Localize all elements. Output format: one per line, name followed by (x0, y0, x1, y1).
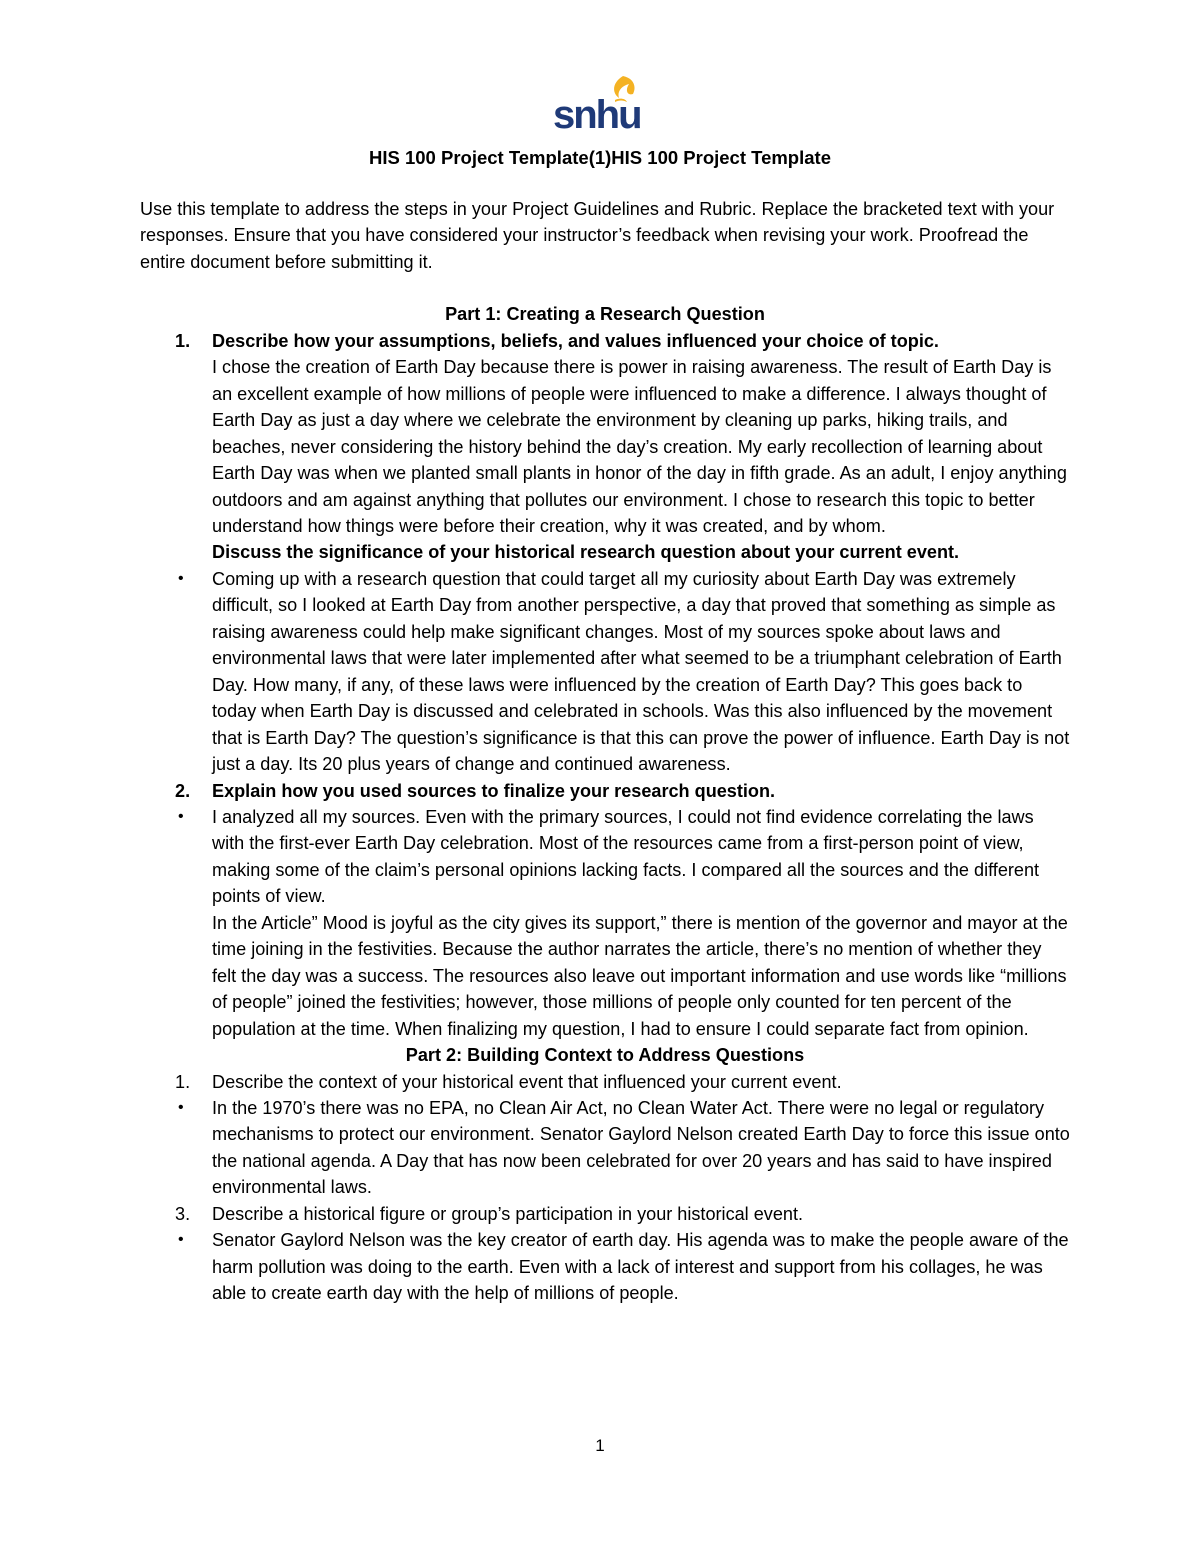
page-number: 1 (595, 1436, 605, 1455)
answer-paragraph: I analyzed all my sources. Even with the primary sources, I could not find evidence correlating the laws with the first-ever Earth Day celebration. Most of the resources came from a first-person point of view, making some of the claim’s personal opinions lacking facts. I compared all the sources and the different points of view. (212, 806, 1040, 907)
list-number: 1. (175, 330, 191, 351)
answer-paragraph: I chose the creation of Earth Day because there is power in raising awareness. The result of Earth Day is an excellent example of how millions of people were influenced to make a difference. I always thought of Earth Day as just a day where we celebrate the environment by cleaning up parks, hiking trails, and beaches, never considering the history behind the day’s creation. My early recollection of learning about Earth Day was when we planted small plants in honor of the day in fifth grade. As an adult, I enjoy anything outdoors and am against anything that pollutes our environment. I chose to research this topic to better understand how things were before their creation, why it was created, and by whom. (212, 357, 1067, 536)
part1-question-2 (140, 778, 1070, 804)
question-label: Describe the context of your historical event that influenced your current event. (212, 1071, 842, 1092)
bullet-icon: • (178, 1231, 184, 1249)
answer-paragraph: Coming up with a research question that could target all my curiosity about Earth Day was extremely difficult, so I looked at Earth Day from another perspective, a day that proved that something as simple as raising awareness could help make significant changes. Most of my sources spoke about laws and environmental laws that were later implemented after what seemed to be a triumphant celebration of Earth Day. How many, if any, of these laws were influenced by the creation of Earth Day? This goes back to today when Earth Day is discussed and celebrated in schools. Was this also influenced by the movement that is Earth Day? The question’s significance is that this can prove the power of influence. Earth Day is not just a day. Its 20 plus years of change and continued awareness. (212, 568, 1070, 775)
part2-question-3 (140, 1201, 1070, 1227)
part2-question-1 (140, 1069, 1070, 1095)
question-label: Describe how your assumptions, beliefs, and values influenced your choice of topic. (212, 330, 939, 351)
question-label: Discuss the significance of your historical research question about your current event. (212, 542, 960, 563)
bullet-icon: • (178, 807, 184, 825)
bullet-item (140, 1095, 1070, 1201)
part2-heading: Part 2: Building Context to Address Questions (405, 1045, 805, 1066)
part1-question-1 (140, 328, 1070, 354)
svg-text:snhu: snhu (553, 93, 641, 134)
list-number: 2. (175, 780, 191, 801)
flame-icon (553, 72, 643, 134)
document-title: HIS 100 Project Template(1)HIS 100 Project Template (369, 147, 831, 168)
intro-paragraph: Use this template to address the steps in your Project Guidelines and Rubric. Replace the bracketed text with your responses. Ensure that you have considered your instructor’s feedback when revising your work. Proofread the entire document before submitting it. (140, 199, 1055, 272)
list-number: 3. (175, 1203, 191, 1224)
snhu-logo (553, 72, 643, 134)
list-number: 1. (175, 1071, 191, 1092)
document-body (140, 196, 1070, 1307)
bullet-item (140, 1227, 1070, 1306)
answer-paragraph: In the 1970’s there was no EPA, no Clean Air Act, no Clean Water Act. There were no legal or regulatory mechanisms to protect our environment. Senator Gaylord Nelson created Earth Day to force this issue onto the national agenda. A Day that has now been celebrated for over 20 years and has said to have inspired environmental laws. (212, 1097, 1070, 1198)
question-label: Explain how you used sources to finalize your research question. (212, 780, 776, 801)
answer-paragraph: In the Article” Mood is joyful as the city gives its support,” there is mention of the governor and mayor at the time joining in the festivities. Because the author narrates the article, there’s no mention of whether they felt the day was a success. The resources also leave out important information and use words like “millions of people” joined the festivities; however, those millions of people only counted for ten percent of the population at the time. When finalizing my question, I had to ensure I could separate fact from opinion. (212, 912, 1068, 1039)
part1-heading: Part 1: Creating a Research Question (445, 304, 765, 325)
bullet-icon: • (178, 569, 184, 587)
bullet-icon: • (178, 1098, 184, 1116)
bullet-item (140, 804, 1070, 910)
question-label: Describe a historical figure or group’s participation in your historical event. (212, 1203, 804, 1224)
answer-paragraph: Senator Gaylord Nelson was the key creator of earth day. His agenda was to make the people aware of the harm pollution was doing to the earth. Even with a lack of interest and support from his collages, he was able to create earth day with the help of millions of people. (212, 1230, 1069, 1304)
bullet-item (140, 566, 1070, 778)
